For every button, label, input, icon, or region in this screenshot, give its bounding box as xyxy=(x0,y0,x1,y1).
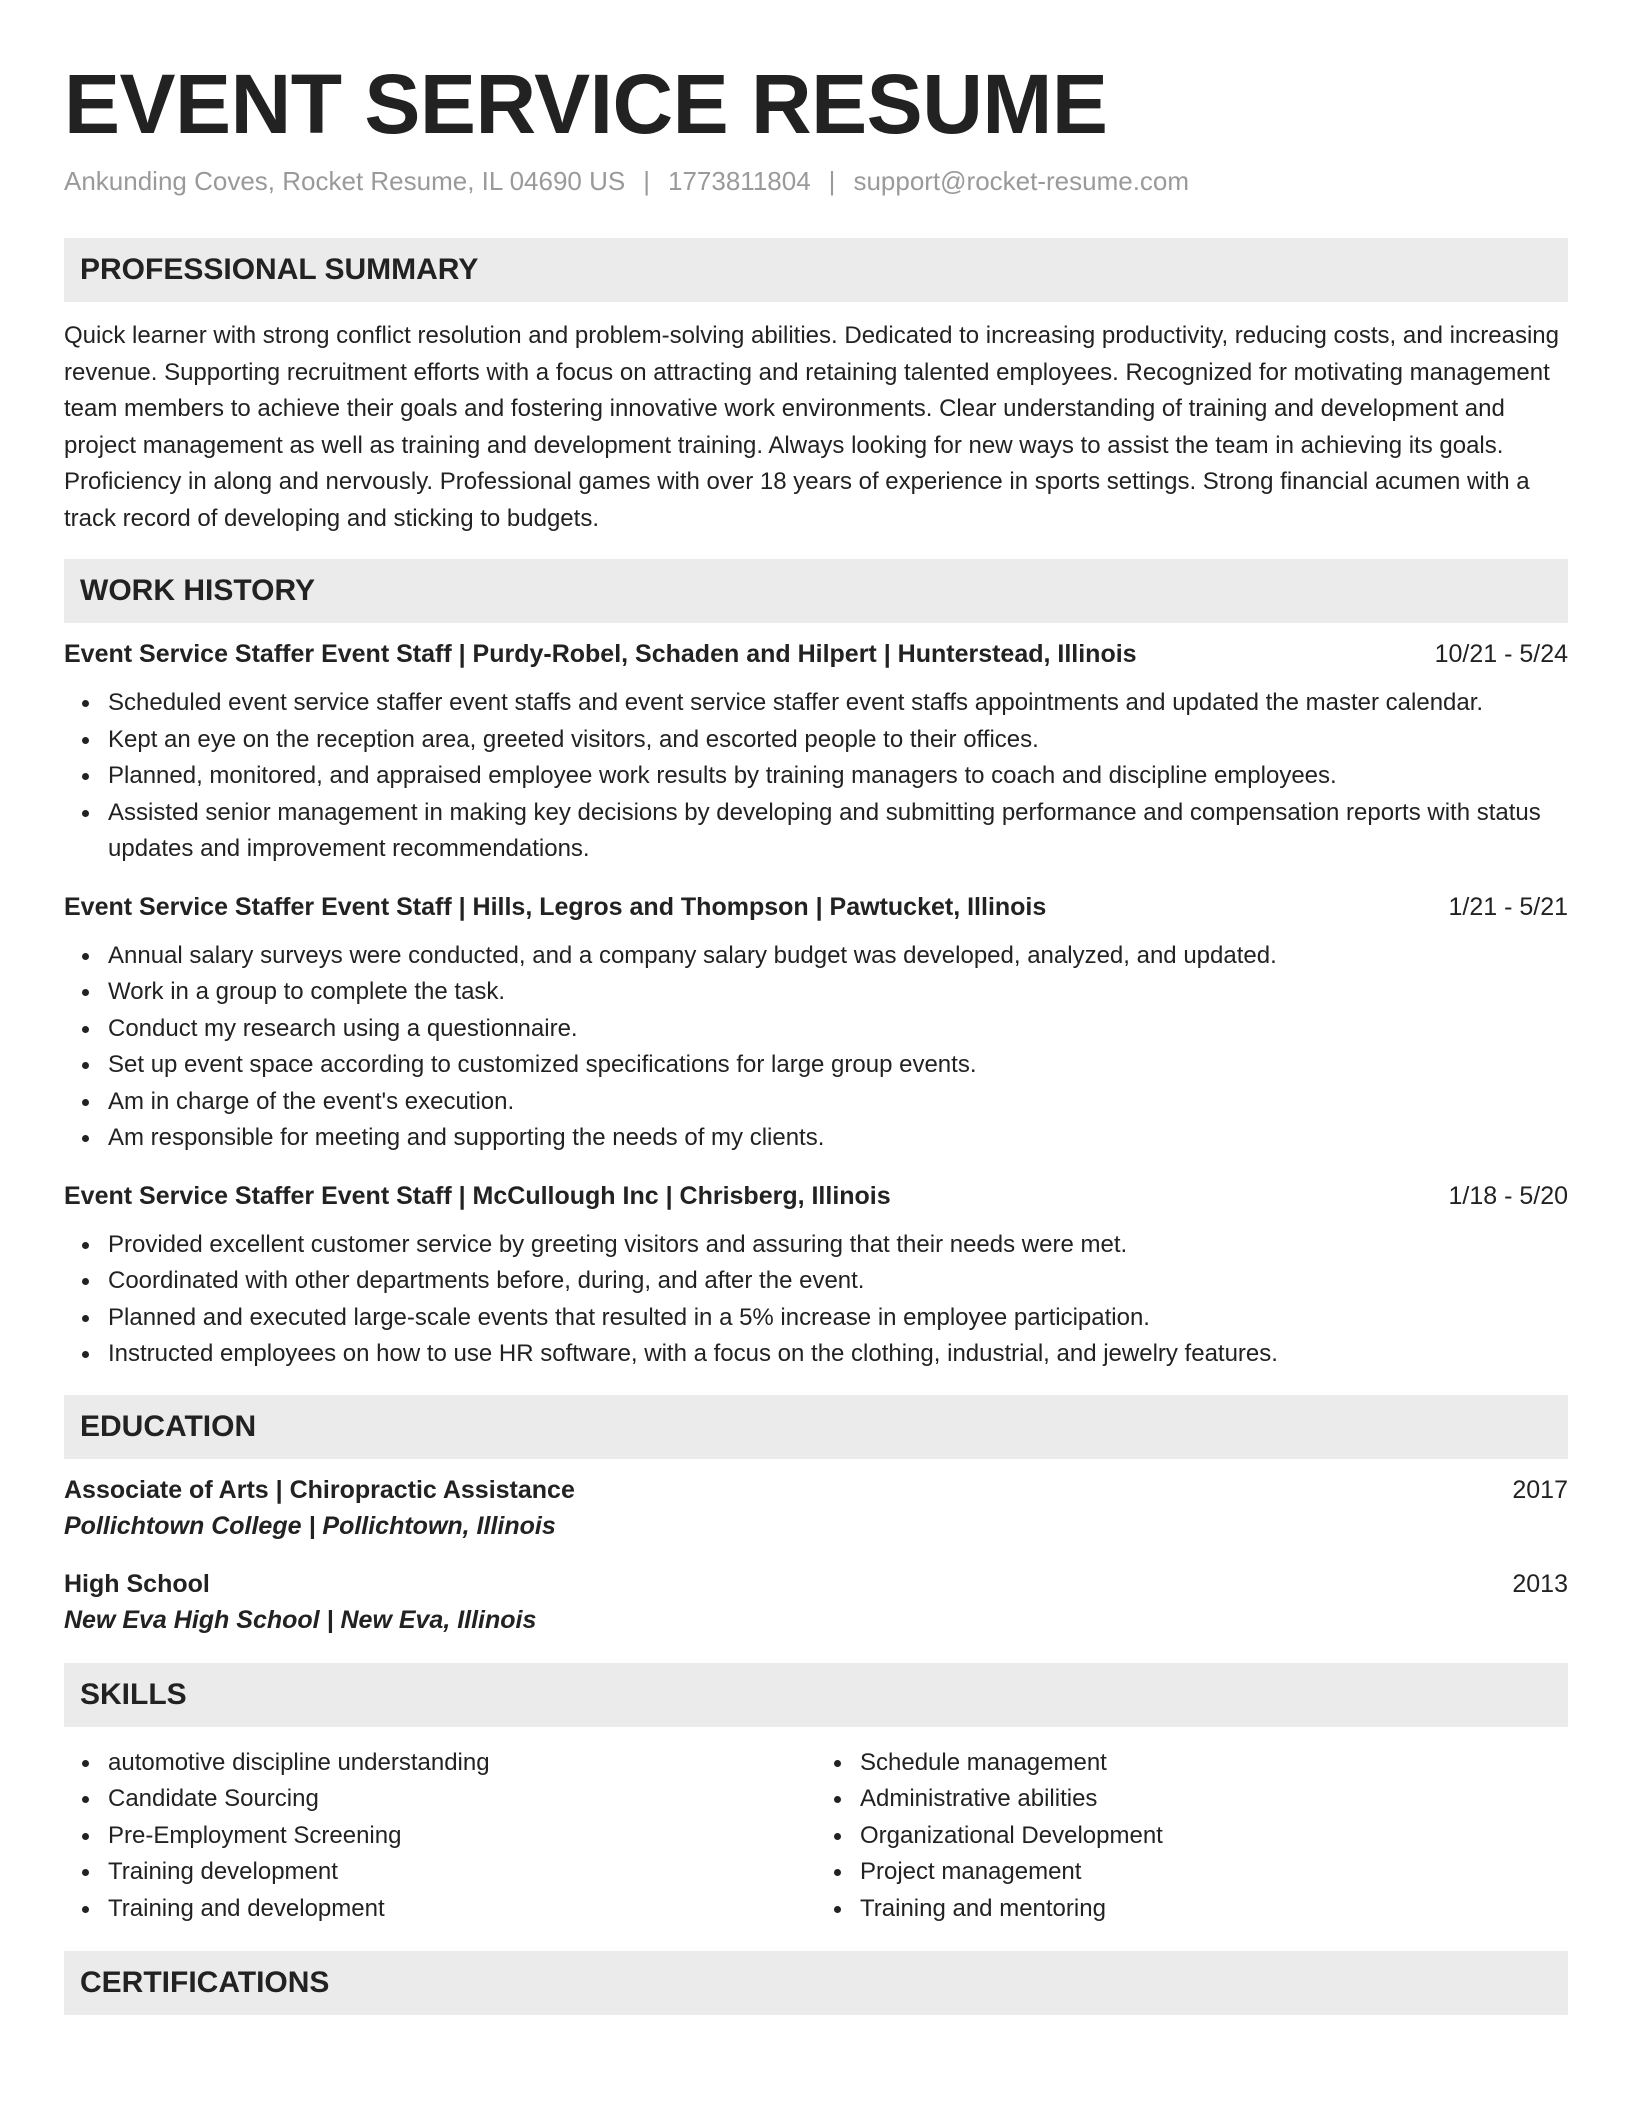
skill-item: Candidate Sourcing xyxy=(108,1781,816,1818)
job-bullet: Annual salary surveys were conducted, and a company salary budget was developed, analyzed, and updated. xyxy=(108,938,1568,975)
skills-column-left xyxy=(64,1745,816,1928)
education-year: 2017 xyxy=(1512,1475,1568,1504)
education-header xyxy=(64,1473,1568,1507)
skills-grid xyxy=(64,1745,1568,1928)
job-title: Event Service Staffer Event Staff | McCullough Inc | Chrisberg, Illinois xyxy=(64,1181,891,1210)
education-header xyxy=(64,1567,1568,1601)
section-header-certifications: CERTIFICATIONS xyxy=(64,1951,1568,2015)
contact-separator: | xyxy=(828,166,836,196)
job-date: 1/18 - 5/20 xyxy=(1448,1181,1568,1210)
job-header xyxy=(64,1179,1568,1213)
education-entry xyxy=(64,1567,1568,1639)
job-entry xyxy=(64,1179,1568,1373)
education-institution: New Eva High School | New Eva, Illinois xyxy=(64,1605,537,1634)
resume-title: EVENT SERVICE RESUME xyxy=(64,57,1108,151)
contact-email: support@rocket-resume.com xyxy=(853,166,1190,196)
education-degree: High School xyxy=(64,1569,210,1598)
skill-item: Training and development xyxy=(108,1891,816,1928)
skill-item: Administrative abilities xyxy=(860,1781,1568,1818)
job-bullet: Set up event space according to customized specifications for large group events. xyxy=(108,1047,1568,1084)
job-bullets xyxy=(64,1227,1568,1373)
job-header xyxy=(64,637,1568,671)
skill-item: Organizational Development xyxy=(860,1818,1568,1855)
job-title: Event Service Staffer Event Staff | Hills, Legros and Thompson | Pawtucket, Illinois xyxy=(64,892,1047,921)
skill-item: Training and mentoring xyxy=(860,1891,1568,1928)
job-bullet: Conduct my research using a questionnaire. xyxy=(108,1011,1568,1048)
job-bullet: Planned, monitored, and appraised employee work results by training managers to coach and discipline employees. xyxy=(108,758,1568,795)
job-bullet: Am responsible for meeting and supporting the needs of my clients. xyxy=(108,1120,1568,1157)
job-date: 1/21 - 5/21 xyxy=(1448,892,1568,921)
section-header-education: EDUCATION xyxy=(64,1395,1568,1459)
job-date: 10/21 - 5/24 xyxy=(1434,640,1568,668)
skill-item: Pre-Employment Screening xyxy=(108,1818,816,1855)
contact-separator: | xyxy=(643,166,650,196)
job-bullet: Instructed employees on how to use HR software, with a focus on the clothing, industrial, and jewelry features. xyxy=(108,1336,1568,1373)
skills-list xyxy=(816,1745,1568,1928)
job-header xyxy=(64,890,1568,924)
job-bullet: Am in charge of the event's execution. xyxy=(108,1084,1568,1121)
job-bullet: Assisted senior management in making key decisions by developing and submitting performance and compensation reports with status updates and improvement recommendations. xyxy=(108,795,1568,868)
contact-phone: 1773811804 xyxy=(668,166,811,196)
skill-item: automotive discipline understanding xyxy=(108,1745,816,1782)
job-bullet: Provided excellent customer service by greeting visitors and assuring that their needs were met. xyxy=(108,1227,1568,1264)
skill-item: Schedule management xyxy=(860,1745,1568,1782)
skill-item: Training development xyxy=(108,1854,816,1891)
job-title: Event Service Staffer Event Staff | Purdy-Robel, Schaden and Hilpert | Hunterstead, Illinois xyxy=(64,640,1137,668)
job-bullets xyxy=(64,938,1568,1157)
summary-text: Quick learner with strong conflict resolution and problem-solving abilities. Dedicated to increasing productivity, reducing costs, and increasing revenue. Supporting recruitment efforts with a focus on attracting and retaining talented employees. Recognized for motivating management team members to achieve their goals and fostering innovative work environments. Clear understanding of training and development and project management as well as training and development training. Always looking for new ways to assist the team in achieving its goals. Proficiency in along and nervously. Professional games with over 18 years of experience in sports settings. Strong financial acumen with a track record of developing and sticking to budgets. xyxy=(64,322,1559,532)
job-bullet: Coordinated with other departments before, during, and after the event. xyxy=(108,1263,1568,1300)
contact-line xyxy=(64,164,1568,198)
job-bullet: Planned and executed large-scale events that resulted in a 5% increase in employee participation. xyxy=(108,1300,1568,1337)
job-bullet: Kept an eye on the reception area, greeted visitors, and escorted people to their offices. xyxy=(108,722,1568,759)
skill-item: Project management xyxy=(860,1854,1568,1891)
job-bullets xyxy=(64,685,1568,868)
section-header-skills: SKILLS xyxy=(64,1663,1568,1727)
job-bullet: Work in a group to complete the task. xyxy=(108,974,1568,1011)
education-year: 2013 xyxy=(1512,1569,1568,1598)
job-entry xyxy=(64,890,1568,1157)
skills-column-right xyxy=(816,1745,1568,1928)
skills-list xyxy=(64,1745,816,1928)
section-header-work-history: WORK HISTORY xyxy=(64,559,1568,623)
education-degree: Associate of Arts | Chiropractic Assistance xyxy=(64,1475,575,1504)
job-bullet: Scheduled event service staffer event staffs and event service staffer event staffs appointments and updated the master calendar. xyxy=(108,685,1568,722)
education-institution: Pollichtown College | Pollichtown, Illinois xyxy=(64,1511,556,1540)
education-entry xyxy=(64,1473,1568,1545)
contact-address: Ankunding Coves, Rocket Resume, IL 04690 US xyxy=(64,166,626,196)
job-entry xyxy=(64,637,1568,868)
section-header-summary: PROFESSIONAL SUMMARY xyxy=(64,238,1568,302)
